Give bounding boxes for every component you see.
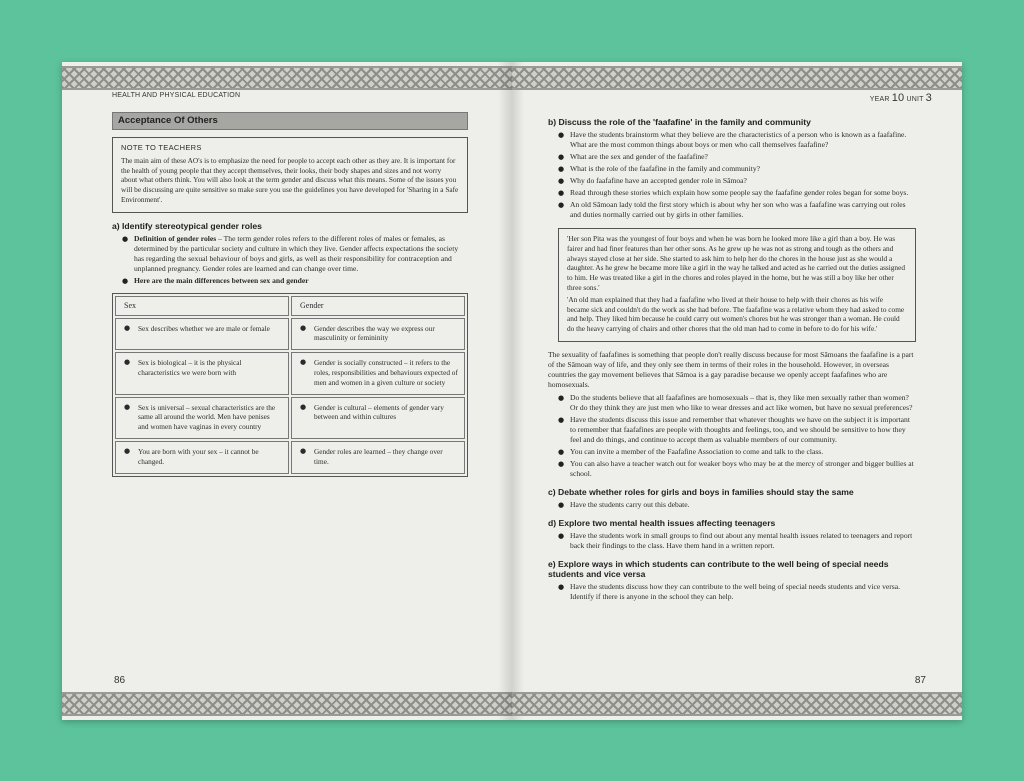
decorative-border-top [512,66,962,90]
sexuality-paragraph: The sexuality of faafafines is something that people don't really discuss because for most Sāmoans the faafafine is a part of the Sāmoan way of life, and they only see them in terms of their roles in the household. However, in overseas countries the gay movement believes that Sāmoa is a gay paradise because we openly accept faafafines who are homosexuals. [548,349,914,389]
bullet-icon: ● [124,358,131,367]
story-2: 'An old man explained that they had a faafafine who lived at their house to help with their chores as his wife became sick and couldn't do the work as she had before. The faafafine was a relative whom they had asked to come and help. They liked him because he could carry out women's chores but he was stronger than a woman. He could do the heavy carrying of chairs and other chores that the old man had to come in before to do for his wife.' [567,294,905,334]
bullet-list-c [548,500,916,510]
list-item: ● What are the sex and gender of the faafafine? [558,152,916,162]
table-row [115,352,465,394]
page-number: 86 [114,675,126,686]
left-content [112,112,468,477]
table-cell: Gender roles are learned – they change over time. [314,446,443,466]
bullet-list-discussion [548,393,916,479]
bullet-icon: ● [124,446,131,455]
table-cell: Sex is biological – it is the physical characteristics we were born with [138,358,242,377]
definition-text: – The term gender roles refers to the different roles of males or females, as determined by the particular society and culture in which they live. Gender affects expectations the society has regarding the sexual behaviour of boys and girls, as well as their responsibility for contraception and unplanned pregnancy. Gender roles are learned and can change over time. [134,233,459,273]
list-item: ● An old Sāmoan lady told the first story which is about why her son who was a faafafine was carrying out roles and duties normally carried out by girls in other families. [558,200,916,220]
page-left [62,62,512,720]
heading-d: d) Explore two mental health issues affecting teenagers [548,517,776,528]
table-header-gender: Gender [291,296,465,316]
table-cell: Sex is universal – sexual characteristics are the same all around the world. Men have penises and women have vaginas in every country [138,402,276,432]
decorative-border-bottom [62,692,512,716]
decorative-border-top [62,66,512,90]
bullet-icon: ● [124,402,131,411]
running-head-prefix: YEAR [869,96,892,103]
table-header-sex: Sex [115,296,289,316]
list-item: ● Have the students brainstorm what they believe are the characteristics of a person who is known as a faafafine. What are the most common things about boys or men who call themselves faafafine? [558,130,916,150]
running-head: HEALTH AND PHYSICAL EDUCATION [112,92,241,99]
table-row [115,397,465,439]
note-text: The main aim of these AO's is to emphasize the need for people to accept each other as they are. It is important for the health of young people that they accept themselves, their looks, their body shapes and sizes and not worry about what others think. You will also look at the term gender and discuss what this means. Some of the issues you will be discussing are quite sensitive so make sure you use the guidelines you have developed for 'Sharing in a Safe Environment'. [121,155,459,204]
table-row [115,441,465,474]
bullet-icon: ● [300,323,307,332]
bullet-icon: ● [300,358,307,367]
running-head [870,92,932,104]
story-1: 'Her son Pita was the youngest of four boys and when he was born he looked more like a girl than a boy. He was fairer and had finer features than her other sons. As he grew up he was not as strong and tough as the others and always stayed close at her side. She started to ask him to help her do the chores in the house just as she would a daughter. As he grew he became more like a girl in the way he talked and acted as he carried out the duties assigned to him. He was treated like a girl in the chores and roles played in the home, but he was still a boy like her other three sons.' [567,234,905,292]
page-right [512,62,962,720]
definition-lead: Definition of gender roles [134,233,217,243]
section-title: Acceptance Of Others [112,112,468,130]
list-item: ● Have the students discuss how they can contribute to the well being of special needs students and vice versa. Identify if there is anyone in the school they can help. [558,582,916,602]
list-item: ● Why do faafafine have an accepted gender role in Sāmoa? [558,176,916,186]
list-item: ● What is the role of the faafafine in the family and community? [558,164,916,174]
list-item: ● You can also have a teacher watch out for weaker boys who may be at the mercy of stronger and bigger bullies at school. [558,459,916,479]
sex-gender-table [112,293,468,477]
table-cell: Sex describes whether we are male or female [138,323,270,333]
table-cell: Gender describes the way we express our masculinity or femininity [314,323,435,343]
note-to-teachers [112,137,468,213]
list-item: ● Have the students discuss this issue and remember that whatever thoughts we have on the subject it is important to remember that faafafines are people with thoughts and feelings, too, and we should be sensitive to how they feel and do things, and continue to accept them as valuable members of our community. [558,415,916,445]
bullet-icon: ● [300,446,307,455]
table-cell: Gender is cultural – elements of gender vary between and within cultures [314,402,444,422]
list-item: ● Have the students carry out this debate. [558,500,916,510]
heading-b: b) Discuss the role of the 'faafafine' in the family and community [548,117,811,127]
heading-a: a) Identify stereotypical gender roles [112,220,262,231]
heading-c: c) Debate whether roles for girls and boys in families should stay the same [548,486,854,497]
running-head-unit: 3 [925,92,932,104]
note-title: NOTE TO TEACHERS [121,143,202,152]
bullet-list-b [548,130,916,220]
story-box [558,228,916,342]
list-item: ● Have the students work in small groups to find out about any mental health issues related to teenagers and report back their findings to the class. Have them hand in a written report. [558,531,916,551]
bullet-list-e [548,582,916,602]
table-cell: Gender is socially constructed – it refers to the roles, responsibilities and behaviours expected of men and women in a given culture or society [314,358,458,387]
heading-e: e) Explore ways in which students can contribute to the well being of special needs students and vice versa [548,558,889,579]
table-cell: You are born with your sex – it cannot be changed. [138,446,259,466]
list-item [122,234,468,274]
list-item: ● Read through these stories which explain how some people say the faafafine gender roles began for some boys. [558,188,916,198]
bullet-icon: ● [124,323,131,332]
table-row [115,318,465,351]
decorative-border-bottom [512,692,962,716]
bullet-list-a [112,234,468,286]
book-spread [62,62,962,720]
right-content [548,117,916,604]
list-item: ● You can invite a member of the Faafafine Association to come and talk to the class. [558,447,916,457]
list-item: ● Do the students believe that all faafafines are homosexuals – that is, they like men sexually rather than women? Or do they think they are just men who like to wear dresses and act like women, but have no sexual preferences? [558,393,916,413]
running-head-year: 10 [891,92,905,104]
page-number: 87 [914,675,926,686]
list-item: ● Here are the main differences between sex and gender [122,276,468,286]
running-head-mid: UNIT [904,96,926,103]
bullet-icon: ● [300,402,307,411]
bullet-list-d [548,531,916,551]
